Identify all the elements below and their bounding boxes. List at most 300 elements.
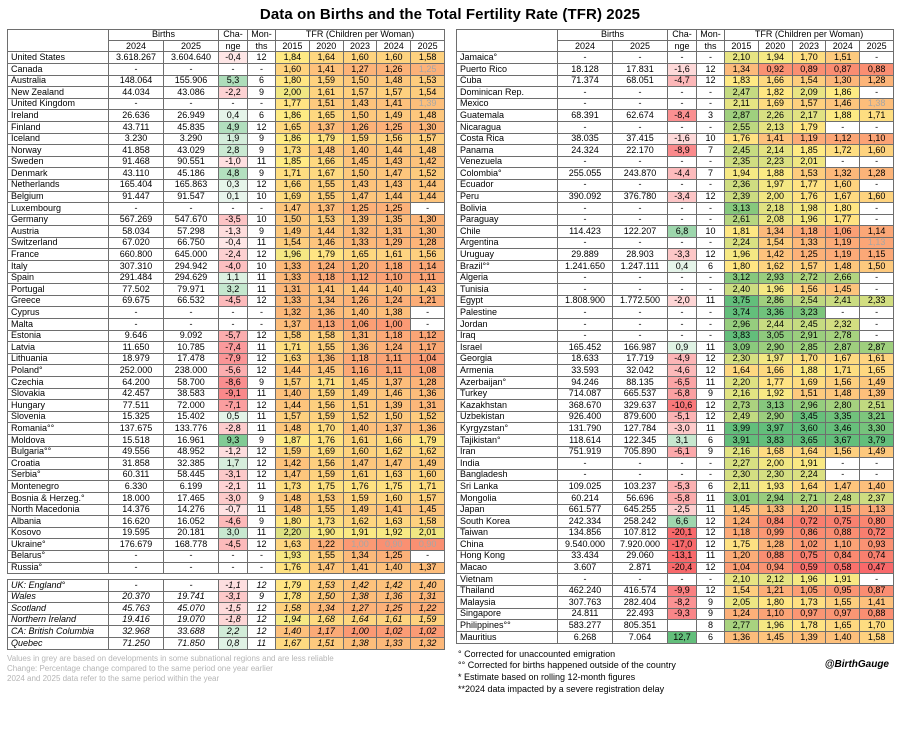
tfr-cell: 1,76	[276, 562, 310, 574]
tfr-cell: -	[860, 330, 894, 342]
months-cell: 11	[697, 342, 725, 354]
country-cell: Ireland	[8, 110, 109, 122]
country-cell: Quebec	[8, 638, 109, 650]
births-2025-cell: 32.042	[613, 365, 668, 377]
change-cell: 0,1	[219, 191, 248, 203]
tfr-cell: 1,00	[343, 626, 377, 638]
months-cell: -	[697, 121, 725, 133]
change-cell: -8,2	[668, 597, 697, 609]
tfr-cell: 1,66	[758, 365, 792, 377]
births-2024-cell: 18.000	[109, 492, 164, 504]
tfr-cell: 0,94	[758, 562, 792, 574]
change-cell: -3,0	[219, 492, 248, 504]
tfr-cell: 1,49	[860, 446, 894, 458]
births-2025-cell: -	[613, 237, 668, 249]
tfr-cell: 1,52	[343, 411, 377, 423]
tfr-cell: 1,25	[377, 550, 411, 562]
months-cell: 12	[697, 353, 725, 365]
tfr-cell: 1,40	[826, 632, 860, 644]
country-cell: Iran	[457, 446, 558, 458]
months-cell: 11	[248, 156, 276, 168]
change-cell: -	[219, 203, 248, 215]
births-2024-cell: 29.889	[558, 249, 613, 261]
births-2025-cell: 15.402	[164, 411, 219, 423]
tfr-cell: 1,69	[309, 446, 343, 458]
births-2025-cell: 29.060	[613, 550, 668, 562]
tfr-cell: 1,97	[758, 179, 792, 191]
tfr-cell: 0,99	[758, 527, 792, 539]
tfr-cell: 1,64	[309, 52, 343, 64]
tfr-cell: 1,05	[792, 585, 826, 597]
country-cell: Malta	[8, 319, 109, 331]
tfr-cell: 2,05	[725, 597, 759, 609]
tfr-cell: 1,56	[309, 400, 343, 412]
tfr-cell: 1,51	[309, 98, 343, 110]
tfr-cell: 2,16	[725, 388, 759, 400]
tfr-cell: 1,62	[411, 446, 445, 458]
births-2024-cell: 71.250	[109, 638, 164, 650]
tfr-cell: -	[411, 203, 445, 215]
country-cell: Albania	[8, 516, 109, 528]
tfr-cell: 2,30	[725, 469, 759, 481]
country-cell: Belgium	[8, 191, 109, 203]
change-cell: -	[219, 63, 248, 75]
tfr-cell: 1,57	[276, 411, 310, 423]
country-cell: Austria	[8, 226, 109, 238]
tfr-cell: 2,00	[758, 191, 792, 203]
table-row	[8, 295, 445, 307]
change-cell: -3,5	[219, 214, 248, 226]
table-row	[8, 446, 445, 458]
header-row	[457, 30, 894, 41]
note-line: 2024 and 2025 data refer to the same period within the year	[7, 674, 220, 684]
tfr-cell: 1,53	[309, 580, 343, 592]
change-cell: -1,3	[219, 226, 248, 238]
tfr-cell: 1,33	[377, 638, 411, 650]
tfr-cell: 1,55	[826, 597, 860, 609]
change-cell: -	[668, 52, 697, 64]
births-2024-cell: -	[558, 87, 613, 99]
tfr-cell: 0,59	[792, 562, 826, 574]
change-cell: -6,5	[668, 377, 697, 389]
tfr-cell: 2,96	[792, 400, 826, 412]
tfr-cell: 1,79	[309, 133, 343, 145]
births-2024-cell: -	[558, 319, 613, 331]
table-row	[8, 400, 445, 412]
births-2024-cell: 926.400	[558, 411, 613, 423]
births-2024-cell: 15.325	[109, 411, 164, 423]
tfr-cell: 1,47	[826, 481, 860, 493]
tfr-cell: 1,70	[860, 620, 894, 632]
births-2025-cell: -	[613, 121, 668, 133]
table-row	[457, 342, 894, 354]
tfr-cell: 1,37	[309, 121, 343, 133]
tfr-cell: 1,49	[377, 110, 411, 122]
tfr-cell: 1,50	[860, 261, 894, 273]
tfr-cell: 1,06	[343, 319, 377, 331]
tfr-cell: 1,39	[411, 98, 445, 110]
tfr-cell: 1,88	[758, 168, 792, 180]
births-2024-cell: 24.811	[558, 608, 613, 620]
months-cell: -	[248, 98, 276, 110]
tfr-cell: 1,26	[343, 121, 377, 133]
change-cell: -5,3	[668, 481, 697, 493]
tfr-cell: 1,77	[826, 214, 860, 226]
change-cell: 9,3	[219, 434, 248, 446]
change-cell: 2,2	[219, 626, 248, 638]
country-cell: United States	[8, 52, 109, 64]
months-cell: 12	[248, 249, 276, 261]
tfr-cell: 1,34	[309, 295, 343, 307]
change-cell: -4,4	[668, 168, 697, 180]
tfr-cell: 1,66	[276, 179, 310, 191]
tfr-cell: 1,56	[826, 446, 860, 458]
births-2025-cell: 17.719	[613, 353, 668, 365]
country-cell: Georgia	[457, 353, 558, 365]
tfr-cell: 1,85	[792, 145, 826, 157]
change-cell: -	[668, 469, 697, 481]
tfr-cell: 1,45	[343, 377, 377, 389]
births-2024-cell: -	[558, 307, 613, 319]
months-cell: 10	[697, 133, 725, 145]
births-2024-cell: 1.808.900	[558, 295, 613, 307]
tfr-cell: 1,40	[377, 562, 411, 574]
births-2024-cell: 3.618.267	[109, 52, 164, 64]
tfr-cell: 1,92	[377, 527, 411, 539]
months-cell: 6	[697, 632, 725, 644]
births-2024-cell: -	[109, 307, 164, 319]
months-cell: -	[697, 272, 725, 284]
tfr-cell: 1,58	[411, 52, 445, 64]
tfr-cell: 1,43	[343, 98, 377, 110]
tfr-cell: 1,80	[826, 203, 860, 215]
tfr-cell: 1,54	[792, 75, 826, 87]
country-cell: Mauritius	[457, 632, 558, 644]
months-cell: 12	[248, 614, 276, 626]
births-2024-cell: -	[109, 319, 164, 331]
table-row	[457, 98, 894, 110]
country-cell: Sweden	[8, 156, 109, 168]
births-year-2024: 2024	[109, 41, 164, 52]
months-cell: 12	[248, 295, 276, 307]
country-cell: Croatia	[8, 458, 109, 470]
months-header-2: ths	[248, 41, 276, 52]
table-row	[8, 52, 445, 64]
months-cell: 6	[248, 75, 276, 87]
tfr-cell: 1,75	[309, 481, 343, 493]
months-cell: 12	[697, 585, 725, 597]
tfr-cell: 1,67	[276, 638, 310, 650]
header-row	[8, 30, 445, 41]
table-row	[8, 284, 445, 296]
births-2025-cell: 645.255	[613, 504, 668, 516]
tfr-cell: 1,88	[826, 110, 860, 122]
births-2024-cell: -	[109, 98, 164, 110]
tfr-cell: 1,37	[377, 423, 411, 435]
tfr-cell: 2,54	[792, 295, 826, 307]
tfr-cell: 2,73	[725, 400, 759, 412]
change-cell: 0,4	[219, 110, 248, 122]
country-cell: Thailand	[457, 585, 558, 597]
tfr-cell: 1,38	[377, 307, 411, 319]
births-2025-cell: 376.780	[613, 191, 668, 203]
tfr-cell: 1,65	[826, 620, 860, 632]
months-cell: 11	[248, 527, 276, 539]
births-2024-cell: 131.790	[558, 423, 613, 435]
tfr-cell: 1,96	[758, 284, 792, 296]
births-2025-cell: 17.465	[164, 492, 219, 504]
tfr-cell: 2,26	[758, 110, 792, 122]
births-2025-cell: 294.942	[164, 261, 219, 273]
tfr-cell: 2,85	[792, 342, 826, 354]
tfr-cell: 1,43	[377, 156, 411, 168]
tfr-cell: 2,90	[758, 411, 792, 423]
months-cell: 12	[248, 539, 276, 551]
table-row	[8, 121, 445, 133]
right-column	[456, 29, 893, 695]
tfr-cell: 1,41	[343, 562, 377, 574]
months-cell: 12	[248, 446, 276, 458]
births-2024-cell: 26.636	[109, 110, 164, 122]
tfr-cell: 1,80	[276, 516, 310, 528]
country-cell: North Macedonia	[8, 504, 109, 516]
tfr-cell: 1,06	[826, 226, 860, 238]
births-2024-cell: 165.404	[109, 179, 164, 191]
tfr-cell: 1,76	[725, 133, 759, 145]
births-2025-cell: 294.629	[164, 272, 219, 284]
tfr-cell: 1,96	[276, 249, 310, 261]
births-2024-cell: 3.607	[558, 562, 613, 574]
country-header	[8, 30, 109, 52]
months-cell: 10	[697, 226, 725, 238]
tfr-cell: -	[860, 121, 894, 133]
country-cell: Algeria	[457, 272, 558, 284]
tfr-cell: 2,49	[725, 411, 759, 423]
country-cell: Nicaragua	[457, 121, 558, 133]
tfr-cell: 2,09	[792, 87, 826, 99]
months-cell: 6	[248, 110, 276, 122]
tfr-cell: 1,57	[276, 377, 310, 389]
tfr-cell: 1,79	[309, 249, 343, 261]
tfr-cell: 1,51	[309, 638, 343, 650]
tfr-cell: 3,01	[725, 492, 759, 504]
tfr-cell: 2,78	[826, 330, 860, 342]
tfr-cell: 2,14	[758, 145, 792, 157]
tfr-cell: 3,13	[725, 203, 759, 215]
births-2025-cell: 7.920.000	[613, 539, 668, 551]
tfr-cell: 1,50	[309, 591, 343, 603]
table-row	[457, 481, 894, 493]
table-row	[457, 52, 894, 64]
births-2024-cell: 43.110	[109, 168, 164, 180]
births-2025-cell: 45.070	[164, 603, 219, 615]
births-2024-cell: 252.000	[109, 365, 164, 377]
tfr-cell: 1,98	[792, 203, 826, 215]
change-cell: -5,6	[219, 365, 248, 377]
tfr-cell: 1,58	[276, 603, 310, 615]
tfr-cell: 1,02	[377, 626, 411, 638]
table-left-main	[7, 29, 445, 574]
tfr-cell: 2,24	[792, 469, 826, 481]
change-cell: -4,5	[219, 539, 248, 551]
change-cell: 1,7	[219, 458, 248, 470]
tfr-cell: 2,45	[792, 319, 826, 331]
months-cell: 7	[697, 168, 725, 180]
table-row	[457, 156, 894, 168]
tfr-cell: 1,76	[309, 434, 343, 446]
tfr-cell: 1,62	[377, 446, 411, 458]
tfr-cell: 1,48	[377, 75, 411, 87]
tfr-cell: 0,90	[377, 539, 411, 551]
months-cell: 3	[697, 110, 725, 122]
change-cell: -8,4	[668, 110, 697, 122]
tfr-cell: 1,19	[826, 237, 860, 249]
tfr-cell: 1,49	[276, 226, 310, 238]
births-2025-cell: 155.906	[164, 75, 219, 87]
table-row	[457, 226, 894, 238]
table-row	[8, 110, 445, 122]
country-cell: Japan	[457, 504, 558, 516]
tfr-cell: 1,28	[758, 539, 792, 551]
tfr-cell: 1,60	[343, 446, 377, 458]
tfr-cell: 1,18	[309, 272, 343, 284]
change-cell: -9,9	[668, 585, 697, 597]
change-cell: 0,4	[668, 261, 697, 273]
tfr-cell: 1,52	[411, 411, 445, 423]
table-row	[457, 295, 894, 307]
births-2024-cell: 43.711	[109, 121, 164, 133]
tfr-cell: 1,04	[411, 353, 445, 365]
country-cell: Portugal	[8, 284, 109, 296]
tfr-cell: 3,79	[860, 434, 894, 446]
table-row	[457, 527, 894, 539]
change-cell: -1,6	[668, 133, 697, 145]
tfr-year: 2024	[826, 41, 860, 52]
births-2025-cell: 122.207	[613, 226, 668, 238]
months-cell: -	[248, 63, 276, 75]
change-cell: -0,4	[219, 237, 248, 249]
change-cell: 4,9	[219, 121, 248, 133]
births-2024-cell: -	[558, 284, 613, 296]
tfr-header: TFR (Children per Woman)	[276, 30, 445, 41]
months-cell: 11	[248, 342, 276, 354]
births-2024-cell: 18.128	[558, 63, 613, 75]
country-cell: Romania°°	[8, 423, 109, 435]
region-prefix: CA:	[11, 626, 29, 637]
tfr-cell: 1,21	[411, 295, 445, 307]
months-cell: 9	[697, 597, 725, 609]
tfr-cell: 1,80	[725, 261, 759, 273]
change-cell: -	[668, 284, 697, 296]
country-cell: Estonia	[8, 330, 109, 342]
table-row	[457, 110, 894, 122]
change-cell: -	[219, 307, 248, 319]
table-row	[8, 75, 445, 87]
tfr-cell: 0,86	[792, 527, 826, 539]
tfr-cell: 2,00	[276, 87, 310, 99]
births-2024-cell: 3.230	[109, 133, 164, 145]
tfr-cell: 3,21	[860, 411, 894, 423]
months-cell: -	[697, 330, 725, 342]
change-cell: 2,8	[219, 145, 248, 157]
months-cell: 11	[697, 423, 725, 435]
tfr-cell: 1,30	[411, 214, 445, 226]
tfr-cell: 1,64	[792, 481, 826, 493]
table-row	[457, 365, 894, 377]
country-cell: Iraq	[457, 330, 558, 342]
tfr-cell: 1,66	[309, 156, 343, 168]
table-row	[8, 191, 445, 203]
tfr-cell: 3,91	[725, 434, 759, 446]
months-cell: -	[697, 307, 725, 319]
months-cell: 12	[248, 580, 276, 592]
tfr-cell: 2,11	[725, 98, 759, 110]
table-row	[8, 516, 445, 528]
months-cell: 6	[697, 434, 725, 446]
tfr-cell: 1,29	[377, 237, 411, 249]
tfr-cell: 1,59	[343, 133, 377, 145]
tfr-cell: 1,86	[826, 87, 860, 99]
table-row	[8, 133, 445, 145]
tfr-cell: 1,00	[343, 539, 377, 551]
country-cell: Tunisia	[457, 284, 558, 296]
tfr-cell: 1,59	[309, 469, 343, 481]
births-2024-cell: -	[558, 330, 613, 342]
footnotes	[456, 649, 893, 696]
table-row	[8, 87, 445, 99]
months-cell: -	[697, 87, 725, 99]
tfr-cell: 1,57	[792, 261, 826, 273]
births-2024-cell: 42.457	[109, 388, 164, 400]
tfr-cell: 3,74	[725, 307, 759, 319]
births-2025-cell: -	[613, 272, 668, 284]
tfr-cell: 1,44	[276, 400, 310, 412]
tfr-cell: 1,50	[343, 168, 377, 180]
tfr-cell: 1,33	[276, 272, 310, 284]
change-cell: -	[668, 307, 697, 319]
change-cell: -1,2	[219, 446, 248, 458]
tfr-cell: 2,10	[725, 574, 759, 586]
tfr-year: 2015	[725, 41, 759, 52]
months-cell: -	[248, 319, 276, 331]
tfr-cell: 1,58	[309, 330, 343, 342]
births-2024-cell: 60.214	[558, 492, 613, 504]
change-cell: 0,3	[219, 179, 248, 191]
tfr-cell: 1,76	[792, 191, 826, 203]
months-cell: 9	[248, 145, 276, 157]
table-row	[457, 458, 894, 470]
change-cell: -13,1	[668, 550, 697, 562]
table-row	[8, 638, 445, 650]
tfr-cell: 0,58	[826, 562, 860, 574]
tfr-cell: 1,65	[276, 121, 310, 133]
tfr-cell: 1,54	[758, 237, 792, 249]
tfr-cell: 1,56	[411, 249, 445, 261]
table-row	[8, 156, 445, 168]
births-2025-cell: -	[613, 52, 668, 64]
change-cell: -	[668, 98, 697, 110]
births-2025-cell: 19.741	[164, 591, 219, 603]
tfr-cell: 1,80	[758, 597, 792, 609]
births-2024-cell: 18.633	[558, 353, 613, 365]
months-cell: 9	[248, 434, 276, 446]
country-cell: Netherlands	[8, 179, 109, 191]
tfr-cell: 1,25	[377, 203, 411, 215]
births-2025-cell: -	[613, 284, 668, 296]
months-cell: 11	[248, 388, 276, 400]
births-2024-cell: -	[558, 203, 613, 215]
footnote-line: °° Corrected for births happened outside of the country	[458, 660, 676, 671]
